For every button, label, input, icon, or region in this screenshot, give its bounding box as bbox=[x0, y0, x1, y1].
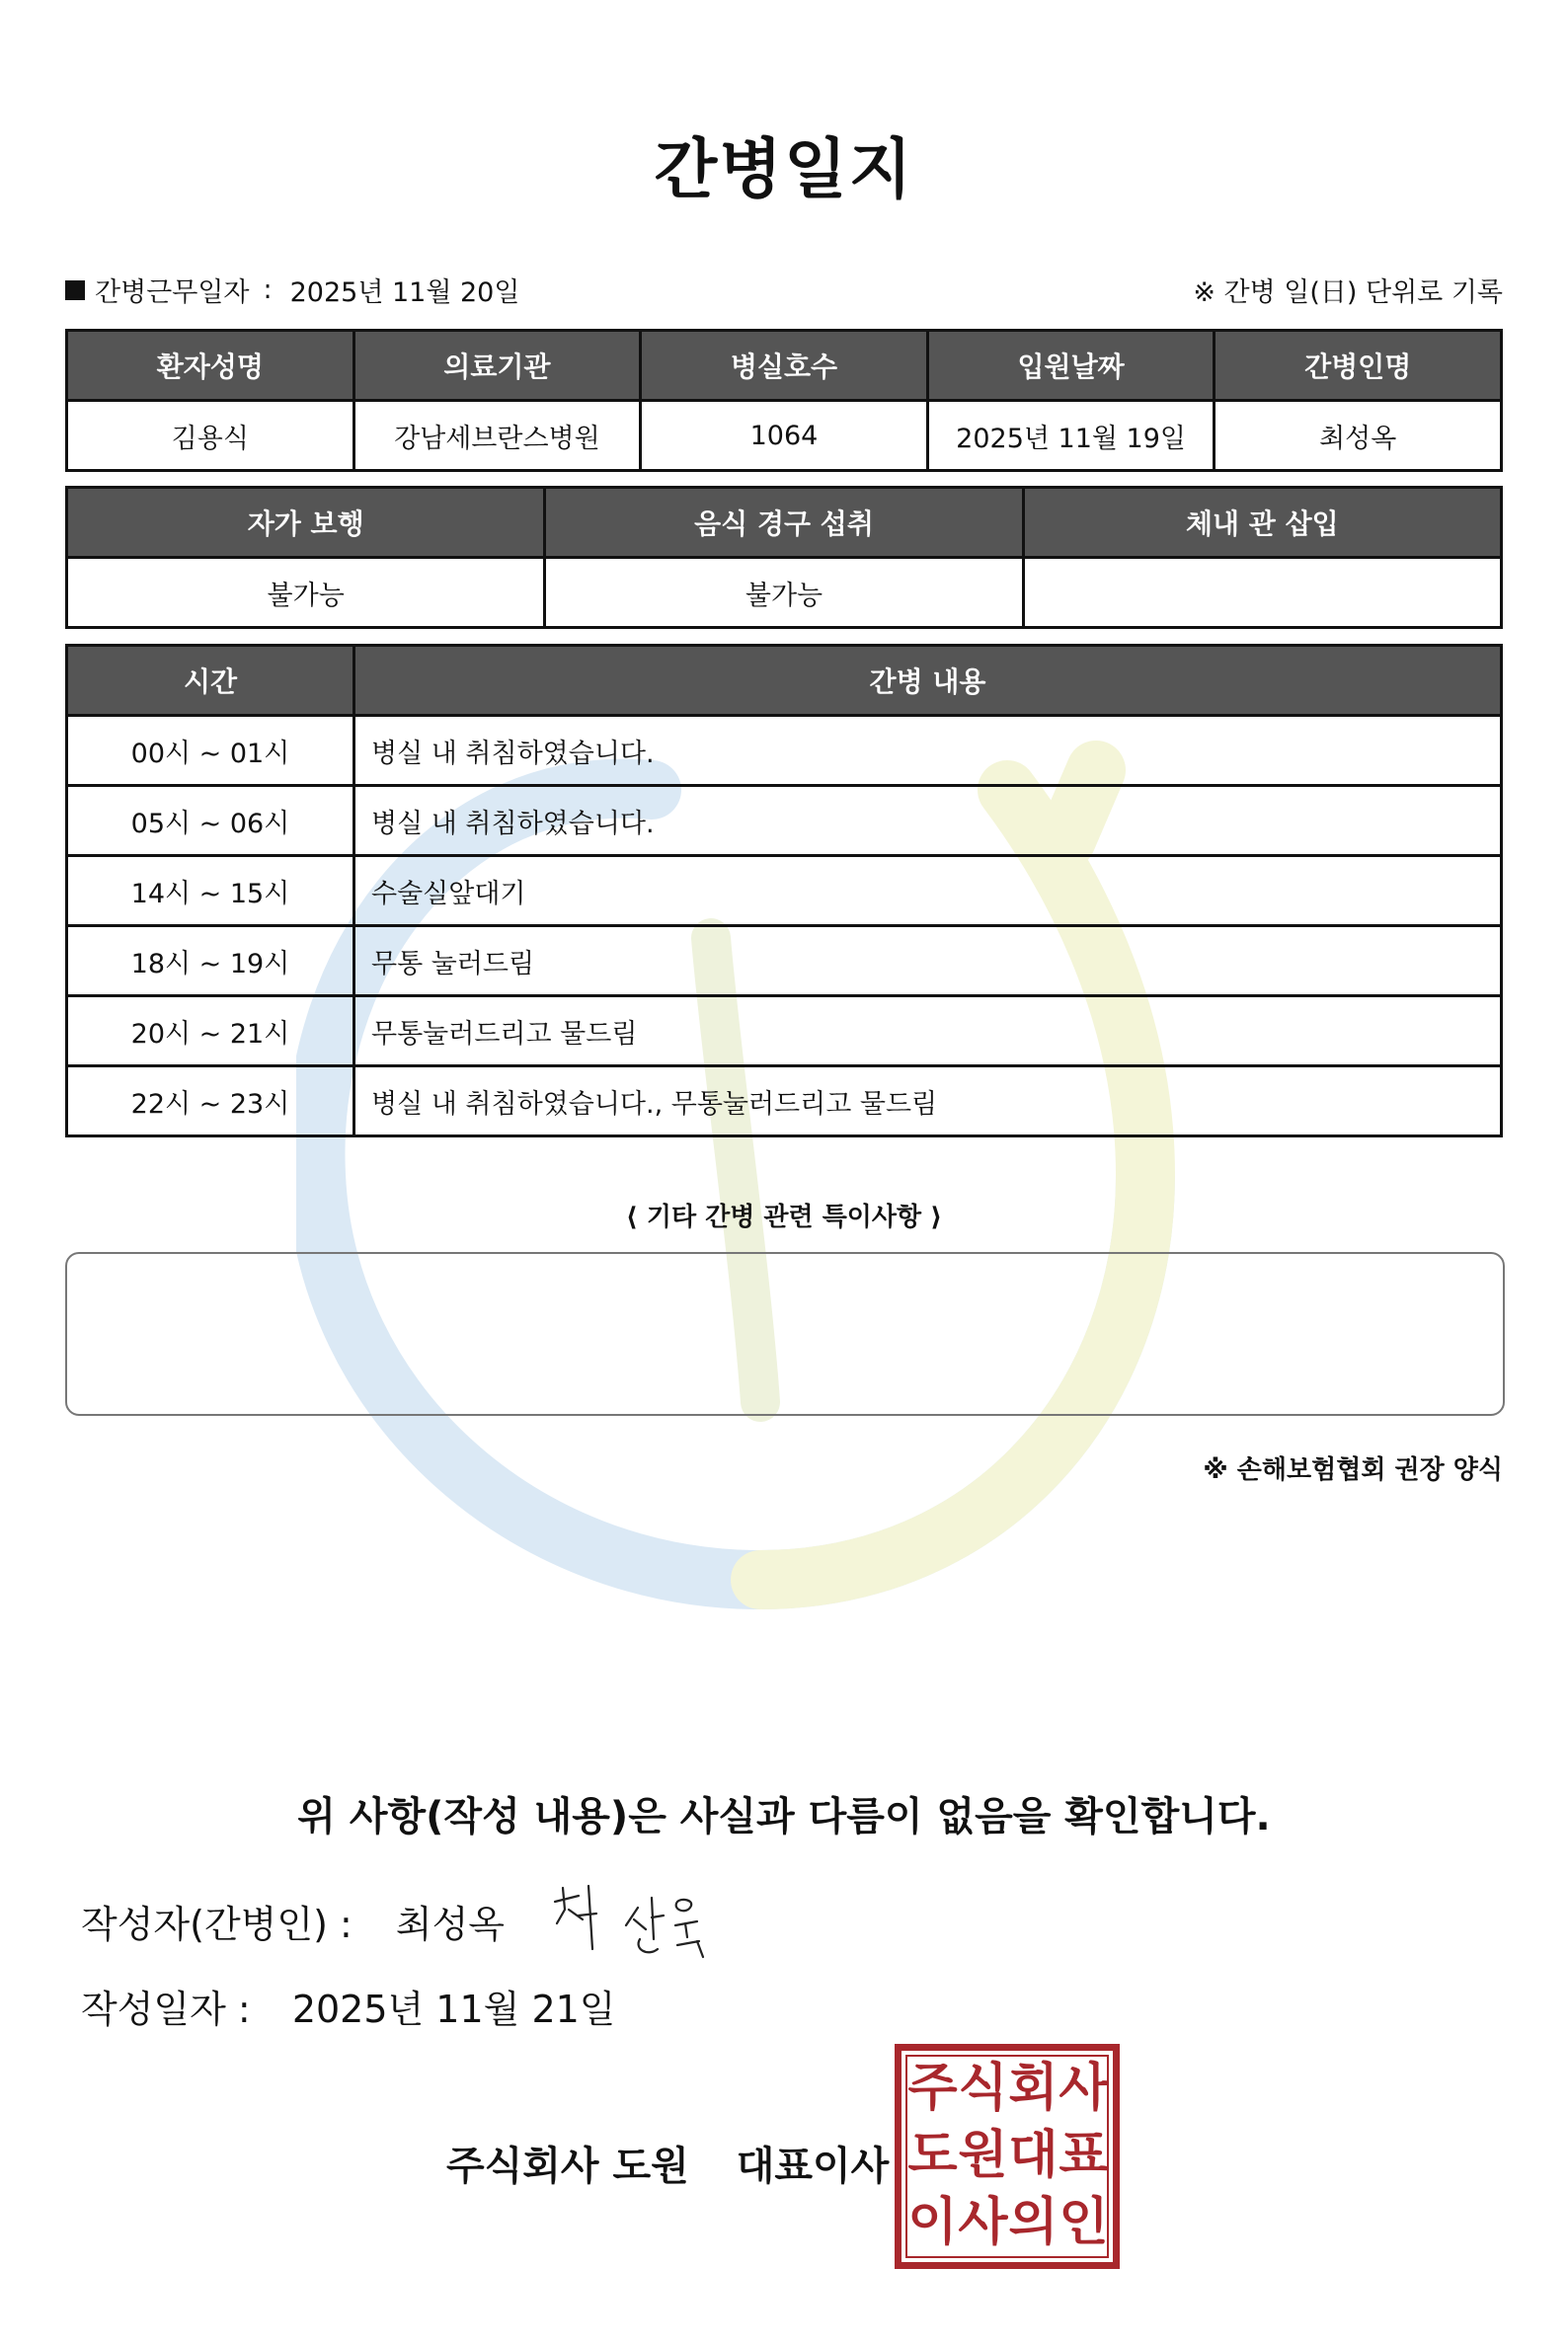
time-cell: 18시 ~ 19시 bbox=[67, 926, 354, 996]
header-care-content: 간병 내용 bbox=[354, 646, 1502, 716]
seal-char: 의 bbox=[1008, 2193, 1058, 2252]
hospital-name: 강남세브란스병원 bbox=[353, 401, 641, 471]
writer-name: 최성옥 bbox=[395, 1903, 505, 1946]
work-date-value: 2025년 11월 20일 bbox=[289, 277, 520, 308]
writer-line bbox=[81, 1894, 505, 1948]
patient-status-table bbox=[65, 486, 1503, 629]
content-cell: 무통눌러드리고 물드림 bbox=[354, 996, 1502, 1066]
status-value-row bbox=[67, 558, 1502, 628]
content-cell: 수술실앞대기 bbox=[354, 856, 1502, 926]
patient-name: 김용식 bbox=[67, 401, 354, 471]
work-date-colon: : bbox=[263, 274, 273, 305]
header-walking: 자가 보행 bbox=[67, 488, 545, 558]
patient-info-table bbox=[65, 329, 1503, 472]
header-tube-insertion: 체내 관 삽입 bbox=[1023, 488, 1501, 558]
seal-char: 사 bbox=[1058, 2059, 1109, 2118]
time-cell: 22시 ~ 23시 bbox=[67, 1066, 354, 1136]
company-line bbox=[446, 2135, 889, 2191]
seal-char: 회 bbox=[1008, 2059, 1058, 2118]
unit-note: ※ 간병 일(日) 단위로 기록 bbox=[1193, 277, 1503, 308]
table-row bbox=[67, 786, 1502, 856]
status-header-row bbox=[67, 488, 1502, 558]
care-log-table bbox=[65, 644, 1503, 1137]
seal-char: 표 bbox=[1058, 2126, 1109, 2185]
care-log-header-row bbox=[67, 646, 1502, 716]
table-row bbox=[67, 1066, 1502, 1136]
tube-insertion-status bbox=[1023, 558, 1501, 628]
write-date-line bbox=[81, 1979, 616, 2033]
table-row bbox=[67, 716, 1502, 786]
header-time: 시간 bbox=[67, 646, 354, 716]
header-patient-name: 환자성명 bbox=[67, 331, 354, 401]
write-date-label: 작성일자 : bbox=[81, 1988, 251, 2031]
special-notes-box bbox=[65, 1252, 1505, 1416]
seal-char: 이 bbox=[907, 2193, 958, 2252]
seal-char: 인 bbox=[1058, 2193, 1109, 2252]
special-notes-title: ⟨ 기타 간병 관련 특이사항 ⟩ bbox=[625, 1203, 943, 1232]
caregiver-name: 최성옥 bbox=[1215, 401, 1502, 471]
seal-char: 식 bbox=[958, 2059, 1008, 2118]
table-row bbox=[67, 996, 1502, 1066]
write-date-value: 2025년 11월 21일 bbox=[291, 1988, 616, 2031]
header-room: 병실호수 bbox=[641, 331, 928, 401]
seal-char: 대 bbox=[1008, 2126, 1058, 2185]
handwritten-signature bbox=[549, 1880, 727, 1961]
room-number: 1064 bbox=[641, 401, 928, 471]
square-bullet-icon bbox=[65, 280, 85, 300]
header-admission-date: 입원날짜 bbox=[927, 331, 1215, 401]
table-row bbox=[67, 926, 1502, 996]
writer-label: 작성자(간병인) : bbox=[81, 1903, 353, 1946]
patient-header-row bbox=[67, 331, 1502, 401]
walking-status: 불가능 bbox=[67, 558, 545, 628]
work-date-label: 간병근무일자 bbox=[95, 277, 250, 308]
content-cell: 병실 내 취침하였습니다., 무통눌러드리고 물드림 bbox=[354, 1066, 1502, 1136]
content-cell: 무통 눌러드림 bbox=[354, 926, 1502, 996]
seal-char: 주 bbox=[907, 2059, 958, 2118]
header-caregiver: 간병인명 bbox=[1215, 331, 1502, 401]
content-cell: 병실 내 취침하였습니다. bbox=[354, 716, 1502, 786]
time-cell: 05시 ~ 06시 bbox=[67, 786, 354, 856]
work-date-line bbox=[65, 271, 519, 309]
seal-char: 도 bbox=[907, 2126, 958, 2185]
time-cell: 00시 ~ 01시 bbox=[67, 716, 354, 786]
admission-date: 2025년 11월 19일 bbox=[927, 401, 1215, 471]
time-cell: 14시 ~ 15시 bbox=[67, 856, 354, 926]
representative-title: 대표이사 bbox=[736, 2144, 890, 2189]
time-cell: 20시 ~ 21시 bbox=[67, 996, 354, 1066]
header-hospital: 의료기관 bbox=[353, 331, 641, 401]
seal-char: 사 bbox=[958, 2193, 1008, 2252]
header-oral-intake: 음식 경구 섭취 bbox=[545, 488, 1023, 558]
table-row bbox=[67, 856, 1502, 926]
confirmation-statement: 위 사항(작성 내용)은 사실과 다름이 없음을 확인합니다. bbox=[297, 1794, 1271, 1839]
content-cell: 병실 내 취침하였습니다. bbox=[354, 786, 1502, 856]
recommendation-note: ※ 손해보험협회 권장 양식 bbox=[1203, 1455, 1503, 1485]
company-seal-stamp bbox=[895, 2044, 1120, 2269]
seal-char: 원 bbox=[958, 2126, 1008, 2185]
patient-value-row bbox=[67, 401, 1502, 471]
document-title: 간병일지 bbox=[654, 131, 914, 207]
company-name: 주식회사 도원 bbox=[446, 2144, 689, 2189]
oral-intake-status: 불가능 bbox=[545, 558, 1023, 628]
